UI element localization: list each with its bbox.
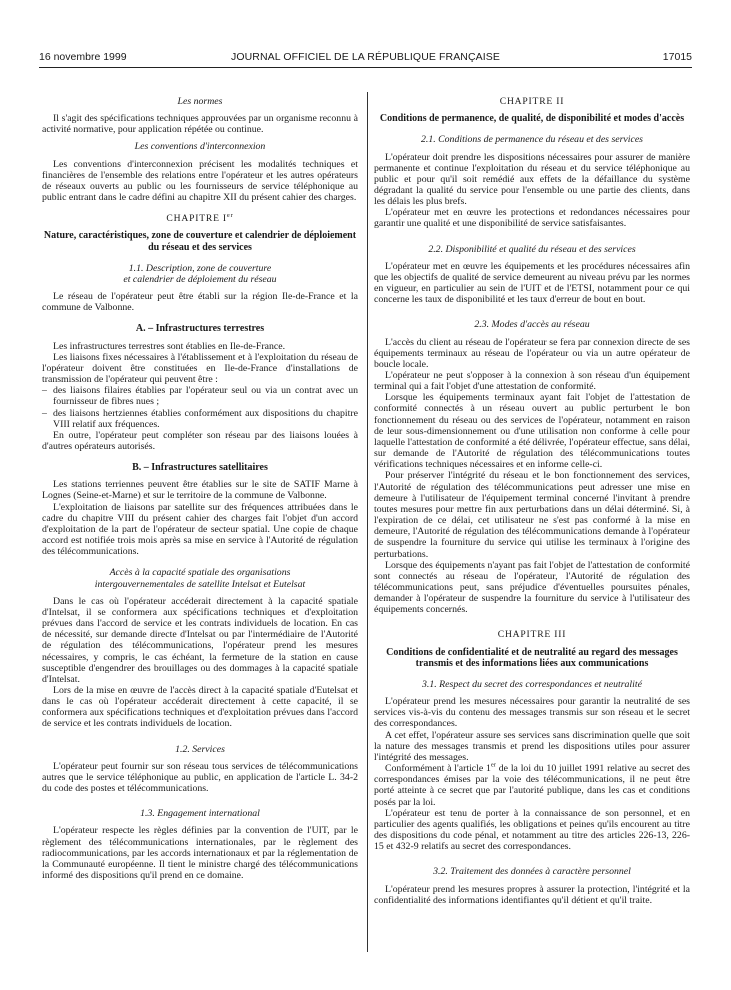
paragraph: L'opérateur ne peut s'opposer à la connexion à son réseau d'un équipement terminal qui a fait l'objet d'une attestation de conformité. <box>374 370 690 393</box>
superscript: er <box>226 212 234 220</box>
column-divider <box>367 92 368 952</box>
section-title: 2.3. Modes d'accès au réseau <box>474 319 590 331</box>
right-column <box>374 96 690 906</box>
paragraph: L'opérateur doit prendre les dispositions nécessaires pour assurer de manière permanente et continue l'exploitation du réseau et du service téléphonique au public et pour qu'il soit remédié aux effets de la défaillance du système dégradant la qualité du service pour l'ensemble ou une partie des clients, dans les délais les plus brefs. <box>374 151 690 208</box>
paragraph: A cet effet, l'opérateur assure ses services sans discrimination quelle que soit la nature des messages transmis et prend les dispositions utiles pour assurer l'intégrité des messages. <box>374 729 690 763</box>
paragraph: Il s'agit des spécifications techniques approuvées par un organisme reconnu à activité normative, pour application répétée ou continue. <box>42 113 358 136</box>
chapter-title: Nature, caractéristiques, zone de couverture et calendrier de déploiement du réseau et des services <box>43 230 357 253</box>
paragraph: Lors de la mise en œuvre de l'accès direct à la capacité spatiale d'Eutelsat et dans le cas où l'opérateur accéderait directement à cette capacité, il se conformera aux spécifications techniques et d'exploitation prévues dans l'accord de service et les contrats individuels de location. <box>42 684 358 730</box>
paragraph: En outre, l'opérateur peut compléter son réseau par des liaisons louées à d'autres opérateurs autorisés. <box>42 429 358 452</box>
paragraph: L'opérateur peut fournir sur son réseau tous services de télécommunications autres que le service téléphonique au public, en application de l'article L. 34-2 du code des postes et télécommunications. <box>42 760 358 795</box>
subsection-title: B. – Infrastructures satellitaires <box>132 462 268 474</box>
section-title-line2: et calendrier de déploiement du réseau <box>123 273 277 285</box>
section-title: 1.3. Engagement international <box>140 808 260 820</box>
paragraph: L'opérateur prend les mesures nécessaires pour garantir la neutralité de ses services vis-à-vis du contenu des messages transmis sur son réseau et le secret des correspondances. <box>374 696 690 730</box>
paragraph: Pour préserver l'intégrité du réseau et le bon fonctionnement des services, l'Autorité de régulation des télécommunications peut adresser une mise en demeure à l'utilisateur de l'équipement terminal concerné l'invitant à prendre toutes mesures pour mettre fin aux perturbations dans un délai déterminé. Si, à l'expiration de ce délai, cet utilisateur ne s'est pas conformé à la mise en demeure, l'Autorité de régulation des télécommunications demande à l'opérateur de suspendre la fourniture du service qui utilise les terminaux à l'origine des perturbations. <box>374 470 690 560</box>
heading-normes: Les normes <box>177 96 223 107</box>
subsection-title: A. – Infrastructures terrestres <box>135 323 265 335</box>
paragraph: L'opérateur respecte les règles définies par la convention de l'UIT, par le règlement des télécommunications internationales, par le règlement des radiocommunications, par les accords internationaux et par la réglementation de la Communauté européenne. Il tient le ministre chargé des télécommunications informé des dispositions qu'il prend en ce domaine. <box>42 825 358 881</box>
paragraph: Les infrastructures terrestres sont établies en Ile-de-France. <box>53 340 286 352</box>
section-title: 2.1. Conditions de permanence du réseau et des services <box>420 134 643 146</box>
page-header <box>39 51 692 65</box>
text-run: de la loi du 10 juillet 1991 relative au secret des correspondances émises par la voie des télécommunications, il ne peut être porté atteinte à ce secret que par l'autorité publique, dans les cas et conditions posés par la loi. <box>374 763 690 808</box>
paragraph: L'opérateur met en œuvre les protections et redondances nécessaires pour garantir une qualité et une disponibilité de service satisfaisantes. <box>374 207 690 230</box>
heading-conventions: Les conventions d'interconnexion <box>134 141 266 153</box>
paragraph: Les stations terriennes peuvent être établies sur le site de SATIF Marne à Lognes (Seine-et-Marne) et sur le territoire de la commune de Valbonne. <box>42 479 358 502</box>
paragraph: L'opérateur met en œuvre les équipements et les procédures nécessaires afin que les objectifs de qualité de service demeurent au niveau prévu par les normes en vigueur, en particulier au sein de l'UIT et de l'ETSI, notamment pour ce qui concerne les taux de disponibilité et les taux d'erreur de bout en bout. <box>374 260 690 306</box>
left-column <box>42 96 358 881</box>
chapter-number: CHAPITRE I <box>166 213 227 225</box>
section-title: 3.2. Traitement des données à caractère personnel <box>433 866 631 878</box>
chapter-label <box>42 213 358 224</box>
paragraph: Les liaisons fixes nécessaires à l'établissement et à l'exploitation du réseau de l'opérateur doivent être constituées en Ile-de-France d'installations de transmission de l'opérateur qui peuvent être : <box>42 351 358 386</box>
chapter-label: CHAPITRE II <box>499 96 565 107</box>
header-rule <box>39 67 692 68</box>
paragraph: Lorsque les équipements terminaux ayant fait l'objet de l'attestation de conformité connectés à un réseau ouvert au public perturbent le bon fonctionnement du réseau ou des services de l'opérateur, notamment en raison de leur sous-dimensionnement ou d'une utilisation non conforme à celle pour laquelle l'attestation de conformité a été délivrée, l'opérateur effectue, sans délai, sur demande de l'Autorité de régulation des télécommunications toutes vérifications techniques nécessaires et en informe celle-ci. <box>374 392 690 471</box>
section-title: 2.2. Disponibilité et qualité du réseau et des services <box>428 243 636 255</box>
paragraph: L'exploitation de liaisons par satellite sur des fréquences attribuées dans le cadre du chapitre VIII du présent cahier des charges fait l'objet d'un accord d'exploitation de la part de l'opérateur de secteur spatial. Une copie de chaque accord est notifiée trois mois après sa mise en service à l'Autorité de régulation des télécommunications. <box>42 501 358 558</box>
section-title: 1.1. Description, zone de couverture <box>128 262 272 274</box>
header-date: 16 novembre 1999 <box>39 51 127 63</box>
paragraph: L'opérateur prend les mesures propres à assurer la protection, l'intégrité et la confidentialité des informations identifiantes qu'il détient et qu'il traite. <box>374 883 690 906</box>
chapter-title: Conditions de permanence, de qualité, de disponibilité et modes d'accès <box>379 113 685 125</box>
section-title-line2: intergouvernementales de satellite Intelsat et Eutelsat <box>94 578 306 590</box>
list-item: – des liaisons hertziennes établies conformément aux dispositions du chapitre VIII relatif aux fréquences. <box>42 407 358 430</box>
section-title: 3.1. Respect du secret des correspondances et neutralité <box>422 679 642 691</box>
paragraph: Les conventions d'interconnexion précisent les modalités techniques et financières de l'ensemble des relations entre l'opérateur et les autres opérateurs de réseaux ouverts au public ou les fournisseurs de service téléphonique au public entrant dans le cadre défini au chapitre XII du présent cahier des charges. <box>42 158 358 204</box>
paragraph: Dans le cas où l'opérateur accéderait directement à la capacité spatiale d'Intelsat, il se conformera aux spécifications techniques et d'exploitation prévues dans l'accord de service et les contrats individuels de location. En cas de nécessité, sur demande directe d'Intelsat ou par l'intermédiaire de l'Autorité de régulation des télécommunications, l'opérateur prend les mesures nécessaires, y compris, le cas échéant, la fermeture de la station en cause susceptible d'engendrer des brouillages ou des dommages à la capacité spatiale d'Intelsat. <box>42 595 358 685</box>
list-item-text: des liaisons hertziennes établies conformément aux dispositions du chapitre VIII relatif aux fréquences. <box>53 407 358 430</box>
list-item: – des liaisons filaires établies par l'opérateur seul ou via un contrat avec un fournisseur de fibres nues ; <box>42 385 358 408</box>
paragraph: Lorsque des équipements n'ayant pas fait l'objet de l'attestation de conformité sont connectés au réseau de l'opérateur, l'Autorité de régulation des télécommunications peut, sans préjudice d'éventuelles poursuites pénales, demander à l'opérateur de suspendre la fourniture du service à l'utilisateur des équipements concernés. <box>374 559 690 616</box>
paragraph <box>374 763 690 808</box>
chapter-label: CHAPITRE III <box>497 629 567 641</box>
paragraph: L'accès du client au réseau de l'opérateur se fera par connexion directe de ses équipements terminaux au réseau de l'opérateur ou via un autre opérateur de boucle locale. <box>374 336 690 370</box>
section-title: Accès à la capacité spatiale des organisations <box>109 567 291 579</box>
paragraph: Le réseau de l'opérateur peut être établi sur la région Ile-de-France et la commune de Valbonne. <box>42 291 358 314</box>
list-item-text: des liaisons filaires établies par l'opérateur seul ou via un contrat avec un fournisseur de fibres nues ; <box>53 385 358 408</box>
section-title: 1.2. Services <box>175 743 225 755</box>
chapter-title: Conditions de confidentialité et de neutralité au regard des messages transmis et des informations liées aux communications <box>386 646 678 669</box>
header-page-number: 17015 <box>662 51 692 63</box>
paragraph: L'opérateur est tenu de porter à la connaissance de son personnel, et en particulier des agents qualifiés, les obligations et peines qu'ils encourent au titre des dispositions du code pénal, et notamment au titre des articles 226-13, 226-15 et 432-9 relatifs au secret des correspondances. <box>374 807 690 853</box>
header-journal-title: JOURNAL OFFICIEL DE LA RÉPUBLIQUE FRANÇAISE <box>231 51 500 63</box>
text-run: Conformément à l'article 1 <box>385 763 491 775</box>
superscript: er <box>490 761 496 769</box>
